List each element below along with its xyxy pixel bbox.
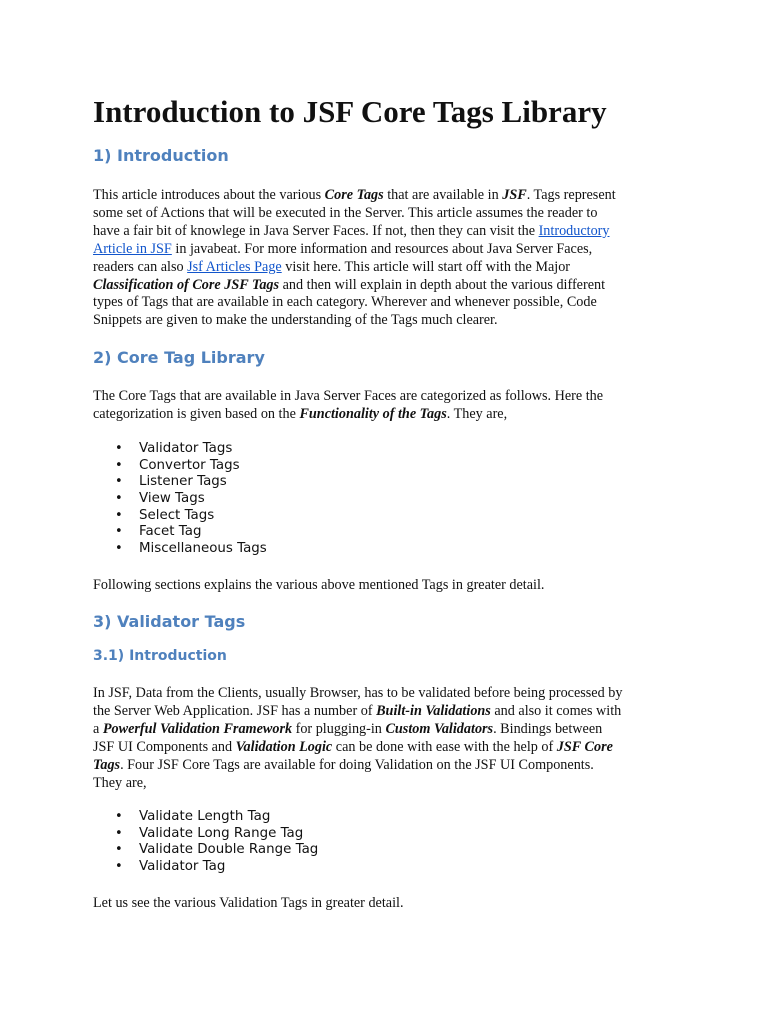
- emphasis-core-tags: Core Tags: [324, 187, 384, 203]
- list-item: • Validate Double Range Tag: [93, 842, 318, 859]
- text-run: categorization is given based on the: [93, 405, 300, 422]
- text-run: a: [93, 720, 103, 737]
- validation-tags-closing-paragraph: [93, 895, 683, 913]
- text-line: Following sections explains the various above mentioned Tags in greater detail.: [93, 577, 545, 593]
- list-item: • Validator Tag: [93, 859, 318, 876]
- subsection-heading-introduction: 3.1) Introduction: [93, 648, 227, 664]
- list-item: • Miscellaneous Tags: [93, 541, 267, 558]
- list-item: • Validate Length Tag: [93, 809, 318, 826]
- page-title: Introduction to JSF Core Tags Library: [93, 94, 607, 129]
- text-line: some set of Actions that will be executed in the Server. This article assumes the reader to: [93, 204, 598, 221]
- validator-tags-list: [93, 809, 318, 876]
- text-line: The Core Tags that are available in Java Server Faces are categorized as follows. Here the: [93, 388, 604, 404]
- text-run: JSF UI Components and: [93, 738, 236, 755]
- emphasis-custom-validators: Custom Validators: [385, 720, 494, 737]
- text-line: Snippets are given to make the understanding of the Tags much clearer.: [93, 312, 498, 329]
- section-heading-core-tag-library: 2) Core Tag Library: [93, 348, 265, 367]
- list-item: • Select Tags: [93, 508, 267, 525]
- text-run: This article introduces about the various: [93, 187, 325, 203]
- text-line: Let us see the various Validation Tags in greater detail.: [93, 895, 404, 911]
- text-line: In JSF, Data from the Clients, usually Browser, has to be validated before being processed by: [93, 685, 623, 701]
- text-run: in javabeat. For more information and resources about Java Server Faces,: [171, 240, 593, 257]
- list-item: • Convertor Tags: [93, 458, 267, 475]
- emphasis-tags: Tags: [93, 756, 121, 773]
- text-run: readers can also: [93, 258, 188, 275]
- emphasis-jsf: JSF: [502, 187, 527, 203]
- text-run: for plugging-in: [292, 720, 386, 737]
- section-heading-validator-tags: 3) Validator Tags: [93, 612, 246, 631]
- section-heading-introduction: 1) Introduction: [93, 146, 229, 165]
- text-run: . Four JSF Core Tags are available for doing Validation on the JSF UI Components.: [120, 756, 594, 773]
- text-run: and also it comes with: [490, 702, 622, 719]
- list-item: • View Tags: [93, 491, 267, 508]
- list-item: • Listener Tags: [93, 474, 267, 491]
- text-line: types of Tags that are available in each category. Wherever and whenever possible, Code: [93, 294, 597, 311]
- list-item: • Validator Tags: [93, 441, 267, 458]
- text-run: visit here. This article will start off with the Major: [281, 258, 571, 275]
- text-run: can be done with ease with the help of: [332, 738, 557, 755]
- text-run: and then will explain in depth about the various different: [279, 276, 606, 293]
- list-item: • Validate Long Range Tag: [93, 826, 318, 843]
- emphasis-jsf-core: JSF Core: [556, 738, 613, 755]
- jsf-articles-page-link[interactable]: Jsf Articles Page: [187, 258, 282, 275]
- emphasis-functionality: Functionality of the Tags: [299, 405, 447, 422]
- introductory-article-link-continued[interactable]: Article in JSF: [93, 240, 172, 257]
- core-tag-paragraph: [93, 388, 683, 424]
- text-run: . Bindings between: [493, 720, 603, 737]
- following-sections-paragraph: [93, 577, 683, 595]
- text-run: . Tags represent: [526, 187, 616, 203]
- text-line: They are,: [93, 774, 147, 791]
- text-run: that are available in: [383, 187, 503, 203]
- intro-paragraph: [93, 187, 683, 330]
- emphasis-built-in-validations: Built-in Validations: [376, 702, 491, 719]
- emphasis-classification: Classification of Core JSF Tags: [93, 276, 280, 293]
- text-run: the Server Web Application. JSF has a number of: [93, 702, 377, 719]
- text-run: have a fair bit of knowlege in Java Server Faces. If not, then they can visit the: [93, 222, 539, 239]
- emphasis-validation-logic: Validation Logic: [235, 738, 333, 755]
- text-run: . They are,: [446, 405, 508, 422]
- emphasis-validation-framework: Powerful Validation Framework: [102, 720, 293, 737]
- introductory-article-link[interactable]: Introductory: [538, 222, 610, 239]
- list-item: • Facet Tag: [93, 524, 267, 541]
- validator-intro-paragraph: [93, 685, 683, 792]
- core-tags-list: [93, 441, 267, 558]
